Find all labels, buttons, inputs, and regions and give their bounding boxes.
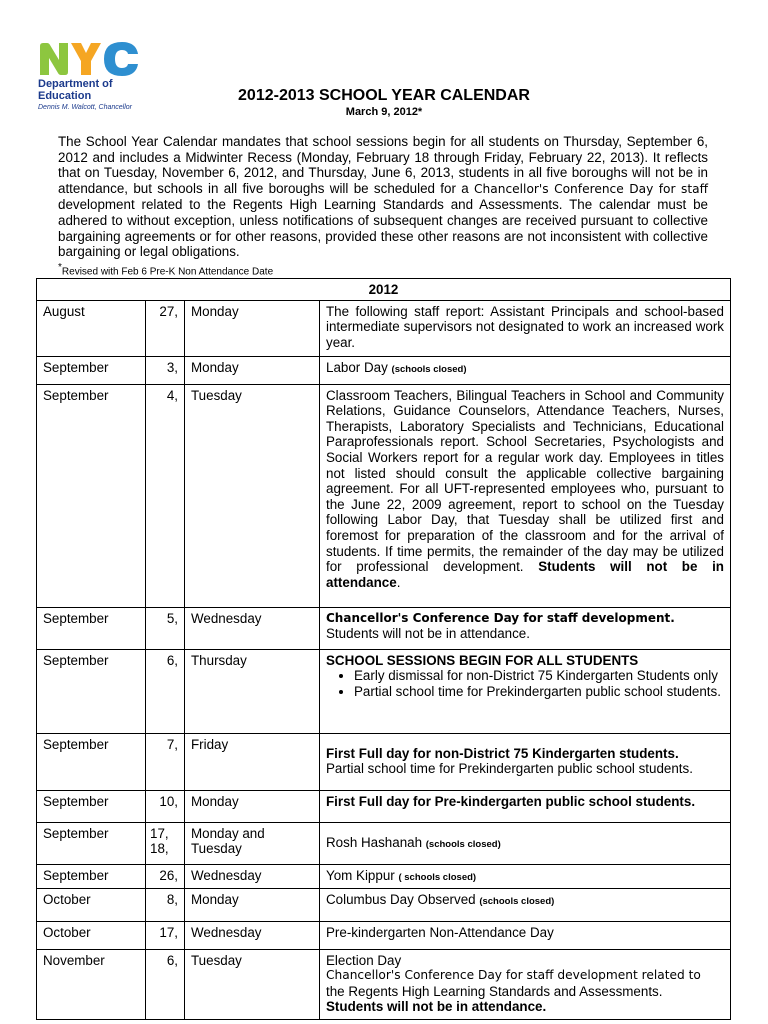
row-weekday: Wednesday [185,607,320,649]
row-month: October [37,921,146,949]
row-day: 5, [146,607,185,649]
nyc-logo-mark [38,42,140,76]
event-name: Yom Kippur [326,867,395,883]
intro-part-1: The School Year Calendar mandates that school sessions begin for all students on Thursday, September 6, 2012 and includes a Midwinter Recess (Monday, February 18 through Friday, February 22, 2013). It reflects that on Tuesday, November 6, 2012, and Thursday, June 6, 2013, students in all five boroughs will not be in attendance, but schools in all five boroughs will be scheduled for a [58,134,708,196]
table-row [37,733,731,790]
page-date: March 9, 2012* [345,106,423,118]
row-weekday: Monday [185,300,320,356]
table-row [37,790,731,822]
row-weekday: Tuesday [185,384,320,607]
row-day: 17, [146,921,185,949]
row-weekday: Friday [185,733,320,790]
row-month: September [37,649,146,733]
row-day: 7, [146,733,185,790]
row-description [320,822,731,864]
event-text: Students will not be in attendance. [326,626,530,642]
calendar-table [36,278,731,1020]
event-bullets [326,668,724,699]
page-title: 2012-2013 SCHOOL YEAR CALENDAR [238,87,530,104]
chancellor-signature: Dennis M. Walcott, Chancellor [38,104,133,111]
department-name: Department of Education [38,78,113,102]
row-description [320,888,731,921]
row-day: 26, [146,864,185,888]
row-weekday: Monday [185,888,320,921]
row-month: October [37,888,146,921]
table-row [37,888,731,921]
event-name: Labor Day [326,359,388,375]
row-month: September [37,790,146,822]
table-row [37,356,731,384]
event-heading: First Full day for Pre-kindergarten public school students. [326,793,696,809]
table-row [37,921,731,949]
row-month: September [37,384,146,607]
row-month: September [37,733,146,790]
row-day: 6, [146,649,185,733]
row-day: 17, 18, [146,822,185,864]
event-text: Partial school time for Prekindergarten public school students. [326,761,693,777]
row-description [320,949,731,1019]
row-month: September [37,822,146,864]
revision-star: * [58,262,62,273]
revision-note [58,262,273,277]
row-weekday: Monday [185,356,320,384]
table-row [37,649,731,733]
event-text: Classroom Teachers, Bilingual Teachers in School and Community Relations, Guidance Counselors, Attendance Teachers, Nurses, Therapists, Laboratory Specialists and Technicians, Educational Paraprofessionals report. School Secretaries, Psychologists and Social Workers report for a regular work day. Employees in titles not listed should consult the applicable collective bargaining agreement. For all UFT-represented employees who, pursuant to the June 22, 2009 agreement, report to school on the Tuesday following Labor Day, that Tuesday shall be utilized first and foremost for preparation of the classroom and for the arrival of students. If time permits, the remainder of the day may be utilized for professional development. [326,387,724,575]
row-description [320,864,731,888]
table-row [37,300,731,356]
row-day: 10, [146,790,185,822]
list-item: • Partial school time for Prekindergarten public school students. [354,684,724,700]
row-description [320,733,731,790]
row-weekday: Monday and Tuesday [185,822,320,864]
row-description [320,607,731,649]
row-weekday: Monday [185,790,320,822]
event-name: Rosh Hashanah [326,834,423,850]
row-description: The following staff report: Assistant Principals and school-based intermediate supervisors not designated to work an increased work year. [320,300,731,356]
event-heading: SCHOOL SESSIONS BEGIN FOR ALL STUDENTS [326,652,639,668]
row-description [320,384,731,607]
row-month: September [37,607,146,649]
schools-closed-tag: (schools closed) [391,363,467,375]
row-day: 27, [146,300,185,356]
row-day: 8, [146,888,185,921]
intro-paragraph [58,134,708,260]
row-month: November [37,949,146,1019]
row-description [320,649,731,733]
revision-text: Revised with Feb 6 Pre-K Non Attendance Date [61,266,274,278]
table-row [37,949,731,1019]
intro-chancellor-phrase: Chancellor's Conference Day for staff [474,181,708,196]
row-month: August [37,300,146,356]
event-heading: First Full day for non-District 75 Kindergarten students. [326,745,679,761]
row-month: September [37,356,146,384]
event-name: Columbus Day Observed [326,891,476,907]
row-weekday: Wednesday [185,864,320,888]
row-description [320,356,731,384]
year-row [37,279,731,301]
table-row [37,822,731,864]
event-text: the Regents High Learning Standards and Assessments. [326,983,663,999]
table-row [37,607,731,649]
row-day: 3, [146,356,185,384]
list-item: • Early dismissal for non-District 75 Kindergarten Students only [354,668,724,684]
row-weekday: Tuesday [185,949,320,1019]
year-heading: 2012 [37,279,731,301]
schools-closed-tag: ( schools closed) [398,871,477,883]
event-chancellor-line: Chancellor's Conference Day for staff development related to [326,968,701,983]
row-description [320,790,731,822]
attendance-notice: Students will not be in attendance [326,559,724,590]
row-month: September [37,864,146,888]
schools-closed-tag: (schools closed) [479,895,555,907]
row-weekday: Thursday [185,649,320,733]
row-day: 4, [146,384,185,607]
event-name: Election Day [326,952,402,968]
event-heading: Chancellor's Conference Day for staff development. [326,610,675,625]
intro-part-3: development related to the Regents High Learning Standards and Assessments. The calendar must be adhered to without exception, unless notifications of subsequent changes are received pursuant to collective bargaining agreements or for other reasons, provided these other reasons are not inconsistent with collective bargaining or legal obligations. [58,197,708,260]
table-row [37,864,731,888]
row-description: Pre-kindergarten Non-Attendance Day [320,921,731,949]
row-day: 6, [146,949,185,1019]
event-end: . [396,574,401,590]
table-row [37,384,731,607]
attendance-notice: Students will not be in attendance. [326,999,547,1015]
schools-closed-tag: (schools closed) [425,838,501,850]
row-weekday: Wednesday [185,921,320,949]
